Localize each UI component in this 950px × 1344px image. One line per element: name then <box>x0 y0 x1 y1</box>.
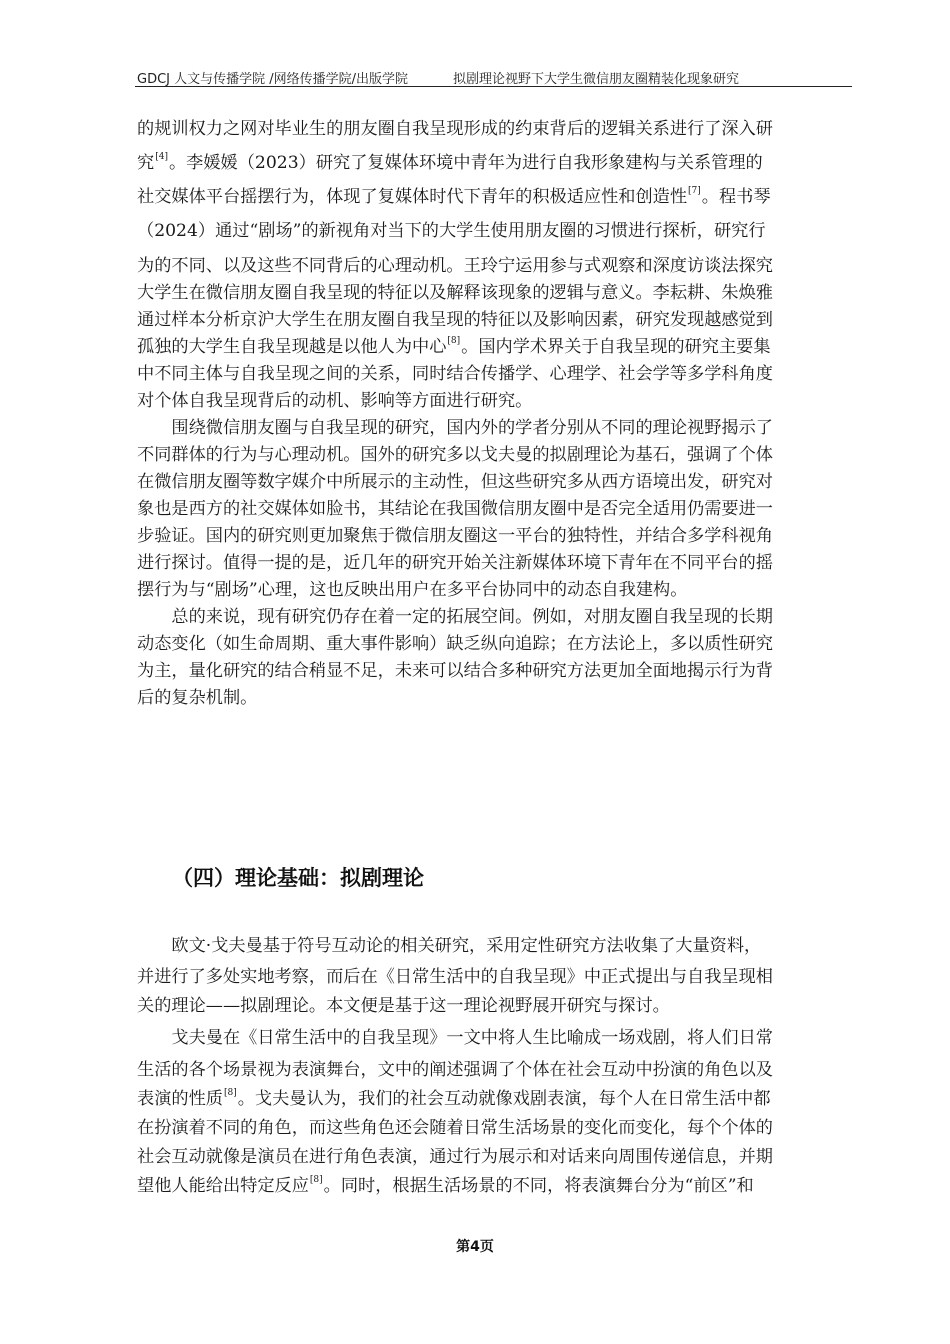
citation-marker: [4] <box>155 152 168 162</box>
text-line <box>137 1055 773 1085</box>
text-line <box>137 575 687 605</box>
line-text: 大学生在微信朋友圈自我呈现的特征以及解释该现象的逻辑与意义。李耘耕、朱焕雅 <box>137 283 773 303</box>
text-line <box>137 216 766 246</box>
section-heading: （四）理论基础：拟剧理论 <box>172 866 424 890</box>
text-line <box>137 602 773 632</box>
citation-marker: [8] <box>223 1088 237 1098</box>
citation-marker: [8] <box>447 336 461 346</box>
text-line <box>137 148 763 178</box>
text-line <box>137 656 773 686</box>
header-rule <box>135 86 852 87</box>
text-line <box>137 629 773 659</box>
text-line <box>137 962 773 992</box>
line-text: 对个体自我呈现背后的动机、影响等方面进行研究。 <box>137 391 533 411</box>
text-line <box>137 494 773 524</box>
text-line <box>137 359 773 389</box>
line-text: 为主，量化研究的结合稍显不足，未来可以结合多种研究方法更加全面地揭示行为背 <box>137 661 773 681</box>
text-line <box>137 386 532 416</box>
line-text: 。国内学术界关于自我呈现的研究主要集 <box>461 337 771 357</box>
line-text: 究 <box>137 153 155 173</box>
text-line <box>137 251 773 281</box>
text-line <box>137 1023 773 1053</box>
text-line <box>137 1113 773 1143</box>
line-text: 总的来说，现有研究仍存在着一定的拓展空间。例如，对朋友圈自我呈现的长期 <box>137 607 773 627</box>
text-line <box>137 931 761 961</box>
header-paper-title: 拟剧理论视野下大学生微信朋友圈精装化现象研究 <box>453 72 740 87</box>
line-text: 为的不同、以及这些不同背后的心理动机。王玲宁运用参与式观察和深度访谈法探究 <box>137 256 773 276</box>
citation-marker: [8] <box>309 1175 323 1185</box>
line-text: 生活的各个场景视为表演舞台，文中的阐述强调了个体在社会互动中扮演的角色以及 <box>137 1060 773 1080</box>
page-number: 第4页 <box>456 1239 494 1255</box>
line-text: 。同时，根据生活场景的不同，将表演舞台分为“前区”和 <box>323 1176 754 1196</box>
text-line <box>137 278 773 308</box>
text-line <box>137 991 670 1021</box>
line-text: 动态变化（如生命周期、重大事件影响）缺乏纵向追踪；在方法论上，多以质性研究 <box>137 634 773 654</box>
line-text: 关的理论——拟剧理论。本文便是基于这一理论视野展开研究与探讨。 <box>137 996 670 1016</box>
text-line <box>137 467 773 497</box>
line-text: （2024）通过“剧场”的新视角对当下的大学生使用朋友圈的习惯进行探析，研究行 <box>137 221 766 241</box>
text-line <box>137 1084 771 1114</box>
line-text: 中不同主体与自我呈现之间的关系，同时结合传播学、心理学、社会学等多学科角度 <box>137 364 773 384</box>
line-text: 戈夫曼在《日常生活中的自我呈现》一文中将人生比喻成一场戏剧，将人们日常 <box>137 1028 773 1048</box>
text-line <box>137 1142 773 1172</box>
running-header <box>135 68 852 88</box>
line-text: 望他人能给出特定反应 <box>137 1176 309 1196</box>
text-line <box>137 413 773 443</box>
text-line <box>137 182 771 212</box>
line-text: 表演的性质 <box>137 1089 223 1109</box>
line-text: 社交媒体平台摇摆行为，体现了复媒体时代下青年的积极适应性和创造性 <box>137 187 688 207</box>
line-text: 。戈夫曼认为，我们的社会互动就像戏剧表演，每个人在日常生活中都 <box>237 1089 771 1109</box>
header-institution: GDCJ 人文与传播学院 /网络传播学院/出版学院 <box>137 72 409 87</box>
text-line <box>137 114 773 144</box>
text-line <box>137 440 773 470</box>
text-line <box>137 521 773 551</box>
line-text: 步验证。国内的研究则更加聚焦于微信朋友圈这一平台的独特性，并结合多学科视角 <box>137 526 773 546</box>
line-text: 摆行为与“剧场”心理，这也反映出用户在多平台协同中的动态自我建构。 <box>137 580 688 600</box>
line-text: 。李媛媛（2023）研究了复媒体环境中青年为进行自我形象建构与关系管理的 <box>168 153 763 173</box>
citation-marker: [7] <box>688 186 701 196</box>
line-text: 后的复杂机制。 <box>137 688 258 708</box>
line-text: 社会互动就像是演员在进行角色表演，通过行为展示和对话来向周围传递信息，并期 <box>137 1147 773 1167</box>
text-line <box>137 332 771 362</box>
text-line <box>137 1171 754 1201</box>
line-text: 孤独的大学生自我呈现越是以他人为中心 <box>137 337 447 357</box>
line-text: 象也是西方的社交媒体如脸书，其结论在我国微信朋友圈中是否完全适用仍需要进一 <box>137 499 773 519</box>
line-text: 进行探讨。值得一提的是，近几年的研究开始关注新媒体环境下青年在不同平台的摇 <box>137 553 773 573</box>
line-text: 围绕微信朋友圈与自我呈现的研究，国内外的学者分别从不同的理论视野揭示了 <box>137 418 773 438</box>
line-text: 在扮演着不同的角色，而这些角色还会随着日常生活场景的变化而变化，每个个体的 <box>137 1118 773 1138</box>
line-text: 不同群体的行为与心理动机。国外的研究多以戈夫曼的拟剧理论为基石，强调了个体 <box>137 445 773 465</box>
line-text: 通过样本分析京沪大学生在朋友圈自我呈现的特征以及影响因素，研究发现越感觉到 <box>137 310 773 330</box>
line-text: 并进行了多处实地考察，而后在《日常生活中的自我呈现》中正式提出与自我呈现相 <box>137 967 773 987</box>
line-text: 在微信朋友圈等数字媒介中所展示的主动性，但这些研究多从西方语境出发，研究对 <box>137 472 773 492</box>
text-line <box>137 548 773 578</box>
text-line <box>137 305 773 335</box>
line-text: 的规训权力之网对毕业生的朋友圈自我呈现形成的约束背后的逻辑关系进行了深入研 <box>137 119 773 139</box>
line-text: 欧文·戈夫曼基于符号互动论的相关研究，采用定性研究方法收集了大量资料， <box>137 936 762 956</box>
line-text: 。程书琴 <box>701 187 771 207</box>
text-line <box>137 683 257 713</box>
